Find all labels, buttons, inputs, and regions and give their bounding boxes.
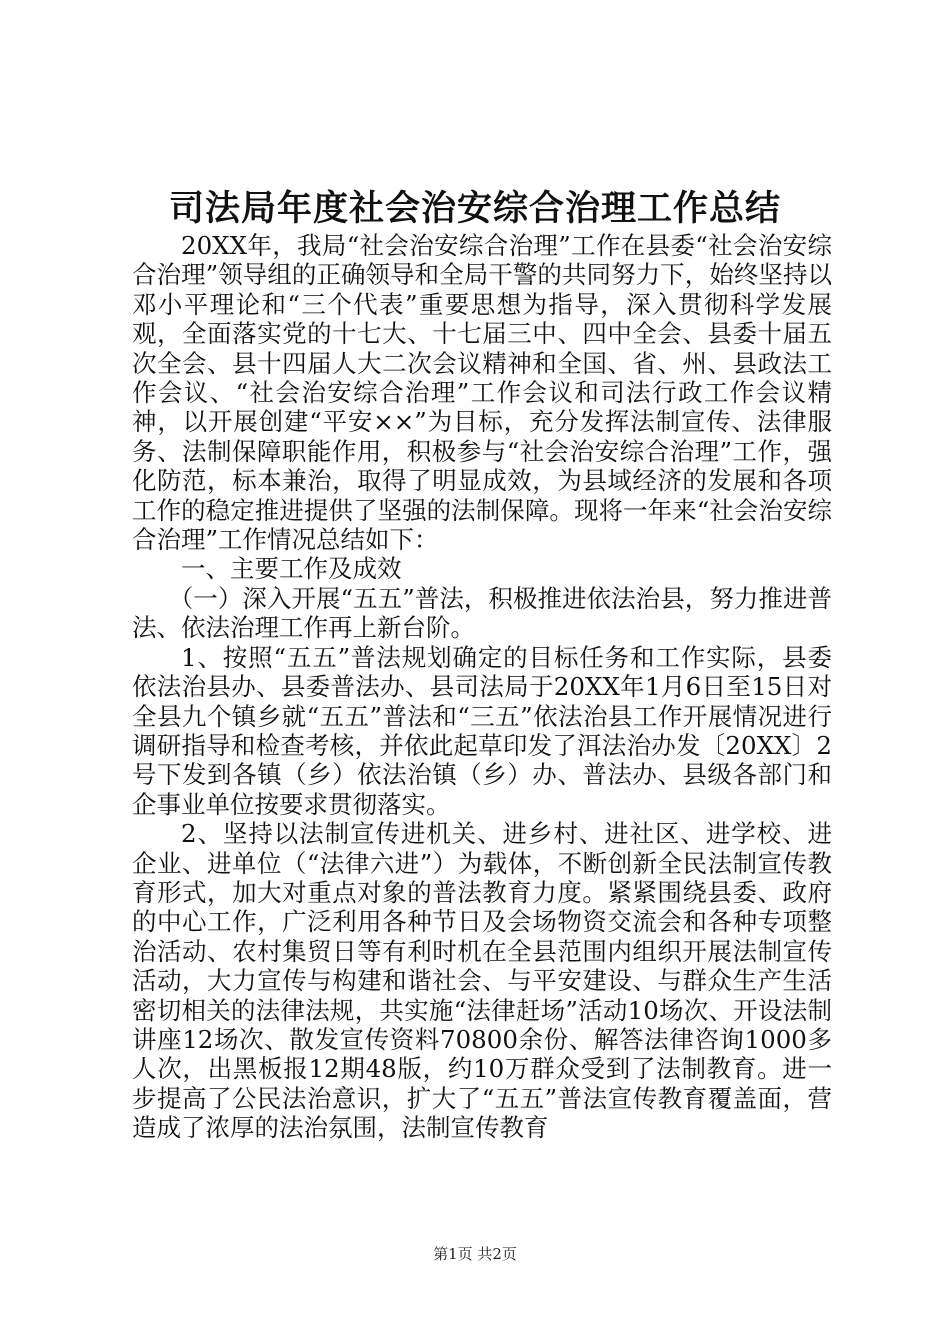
section-heading: 一、主要工作及成效 (181, 554, 402, 584)
paragraph-intro: 20XX年，我局“社会治安综合治理”工作在县委“社会治安综合治理”领导组的正确领导和全局干警的共同努力下，始终坚持以邓小平理论和“三个代表”重要思想为指导，深入贯彻科学发展观，全面落实党的十七大、十七届三中、四中全会、县委十届五次全会、县十四届人大二次会议精神和全国、省、州、县政法工作会议、“社会治安综合治理”工作会议和司法行政工作会议精神，以开展创建“平安××”为目标，充分发挥法制宣传、法律服务、法制保障职能作用，积极参与“社会治安综合治理”工作，强化防范，标本兼治，取得了明显成效，为县域经济的发展和各项工作的稳定推进提供了坚强的法制保障。现将一年来“社会治安综合治理”工作情况总结如下： (132, 231, 832, 555)
paragraph-item-2: 2、坚持以法制宣传进机关、进乡村、进社区、进学校、进企业、进单位（“法律六进”）为载体，不断创新全民法制宣传教育形式，加大对重点对象的普法教育力度。紧紧围绕县委、政府的中心工作，广泛利用各种节日及会场物资交流会和各种专项整治活动、农村集贸日等有利时机在全县范围内组织开展法制宣传活动，大力宣传与构建和谐社会、与平安建设、与群众生产生活密切相关的法律法规，共实施“法律赶场”活动10场次、开设法制讲座12场次、散发宣传资料70800余份、解答法律咨询1000多人次，出黑板报12期48版，约10万群众受到了法制教育。进一步提高了公民法治意识，扩大了“五五”普法宣传教育覆盖面，营造成了浓厚的法治氛围，法制宣传教育 (132, 819, 832, 1143)
subsection-heading: （一）深入开展“五五”普法，积极推进依法治县，努力推进普法、依法治理工作再上新台阶。 (132, 583, 832, 643)
document-title: 司法局年度社会治安综合治理工作总结 (168, 188, 781, 229)
page-number-footer: 第1页 共2页 (433, 1245, 517, 1263)
paragraph-item-1: 1、按照“五五”普法规划确定的目标任务和工作实际，县委依法治县办、县委普法办、县司法局于20XX年1月6日至15日对全县九个镇乡就“五五”普法和“三五”依法治县工作开展情况进行调研指导和检查考核，并依此起草印发了洱法治办发〔20XX〕2号下发到各镇（乡）依法治镇（乡）办、普法办、县级各部门和企事业单位按要求贯彻落实。 (132, 642, 832, 819)
document-body (132, 231, 832, 1143)
